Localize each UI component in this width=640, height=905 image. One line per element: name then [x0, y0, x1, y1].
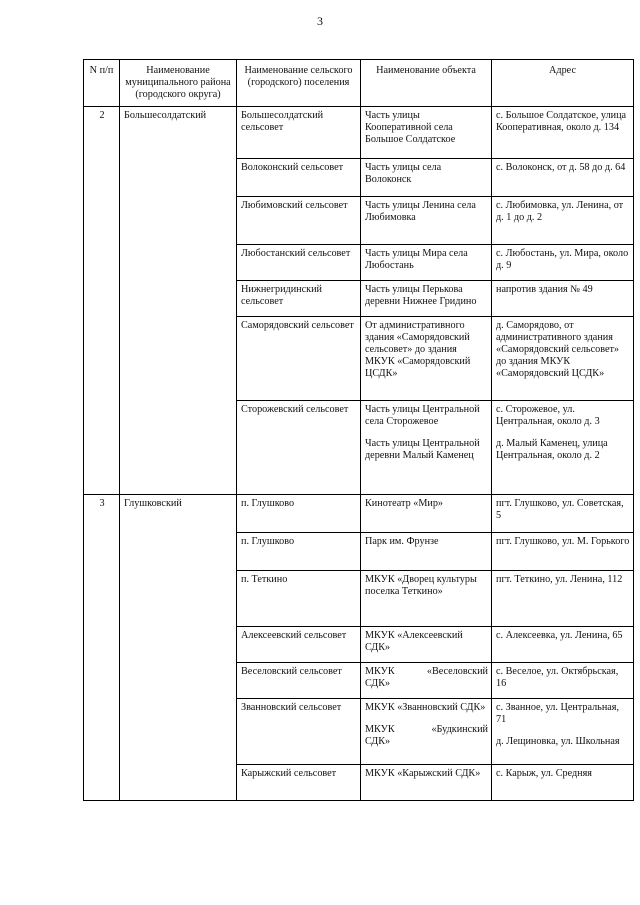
address: пгт. Глушково, ул. М. Горького [492, 533, 634, 571]
address: с. Любимовка, ул. Ленина, от д. 1 до д. 2 [492, 197, 634, 245]
address: с. Волоконск, от д. 58 до д. 64 [492, 159, 634, 197]
row-number: 2 [84, 107, 120, 495]
object-name: МКУК «Карыжский СДК» [361, 765, 492, 801]
settlement-name: Сторожевский сельсовет [237, 401, 361, 495]
object-name: Часть улицы Перькова деревни Нижнее Гридино [361, 281, 492, 317]
object-name: Часть улицы Кооперативной села Большое Солдатское [361, 107, 492, 159]
settlement-name: Любостанский сельсовет [237, 245, 361, 281]
object-word: МКУК [365, 666, 395, 677]
object-name-2: Часть улицы Центральной деревни Малый Каменец [365, 438, 480, 461]
settlement-name: Алексеевский сельсовет [237, 627, 361, 663]
settlement-name: Большесолдатский сельсовет [237, 107, 361, 159]
object-name: Кинотеатр «Мир» [361, 495, 492, 533]
object-word: «Будкинский [431, 724, 488, 735]
header-district: Наименование муниципального района (городского округа) [120, 60, 237, 107]
header-settlement: Наименование сельского (городского) поселения [237, 60, 361, 107]
object-word: СДК» [365, 736, 391, 747]
settlement-name: Саморядовский сельсовет [237, 317, 361, 401]
table-row [84, 107, 634, 159]
address: с. Карыж, ул. Средняя [492, 765, 634, 801]
address: с. Алексеевка, ул. Ленина, 65 [492, 627, 634, 663]
object-cell [361, 401, 492, 495]
address-2: д. Лещиновка, ул. Школьная [496, 736, 620, 747]
district-name: Большесолдатский [120, 107, 237, 495]
settlement-name: Волоконский сельсовет [237, 159, 361, 197]
object-name: Часть улицы села Волоконск [361, 159, 492, 197]
address: д. Саморядово, от административного здания «Саморядовский сельсовет» до здания МКУК «Саморядовский ЦСДК» [492, 317, 634, 401]
object-name: МКУК «Званновский СДК» [365, 702, 486, 713]
objects-table [83, 59, 634, 801]
settlement-name: Карыжский сельсовет [237, 765, 361, 801]
object-cell [361, 663, 492, 699]
address: с. Веселое, ул. Октябрьская, 16 [492, 663, 634, 699]
address-cell [492, 699, 634, 765]
address-cell [492, 401, 634, 495]
settlement-name: п. Глушково [237, 495, 361, 533]
settlement-name: Любимовский сельсовет [237, 197, 361, 245]
settlement-name: Нижнегридинский сельсовет [237, 281, 361, 317]
address: с. Большое Солдатское, улица Кооперативная, около д. 134 [492, 107, 634, 159]
object-name: Часть улицы Ленина села Любимовка [361, 197, 492, 245]
object-name: Часть улицы Мира села Любостань [361, 245, 492, 281]
settlement-name: Веселовский сельсовет [237, 663, 361, 699]
district-name: Глушковский [120, 495, 237, 801]
address-2: д. Малый Каменец, улица Центральная, около д. 2 [496, 438, 608, 461]
address: с. Званное, ул. Центральная, 71 [496, 702, 620, 725]
address: пгт. Глушково, ул. Советская, 5 [492, 495, 634, 533]
object-word: МКУК [365, 724, 395, 735]
address: пгт. Теткино, ул. Ленина, 112 [492, 571, 634, 627]
object-name: МКУК «Дворец культуры поселка Теткино» [361, 571, 492, 627]
header-num: N п/п [84, 60, 120, 107]
page-number: 3 [317, 14, 323, 28]
object-word: «Веселовский [426, 666, 488, 677]
table-header-row [84, 60, 634, 107]
object-cell [361, 699, 492, 765]
object-name: МКУК «Алексеевский СДК» [361, 627, 492, 663]
object-word: СДК» [365, 678, 391, 689]
settlement-name: Званновский сельсовет [237, 699, 361, 765]
row-number: 3 [84, 495, 120, 801]
address: напротив здания № 49 [492, 281, 634, 317]
address: с. Сторожевое, ул. Центральная, около д. 3 [496, 404, 600, 427]
table-row [84, 495, 634, 533]
object-name: Парк им. Фрунзе [361, 533, 492, 571]
object-name: Часть улицы Центральной села Сторожевое [365, 404, 480, 427]
header-object: Наименование объекта [361, 60, 492, 107]
settlement-name: п. Теткино [237, 571, 361, 627]
address: с. Любостань, ул. Мира, около д. 9 [492, 245, 634, 281]
header-address: Адрес [492, 60, 634, 107]
object-name: От административного здания «Саморядовский сельсовет» до здания МКУК «Саморядовский ЦСДК» [361, 317, 492, 401]
settlement-name: п. Глушково [237, 533, 361, 571]
